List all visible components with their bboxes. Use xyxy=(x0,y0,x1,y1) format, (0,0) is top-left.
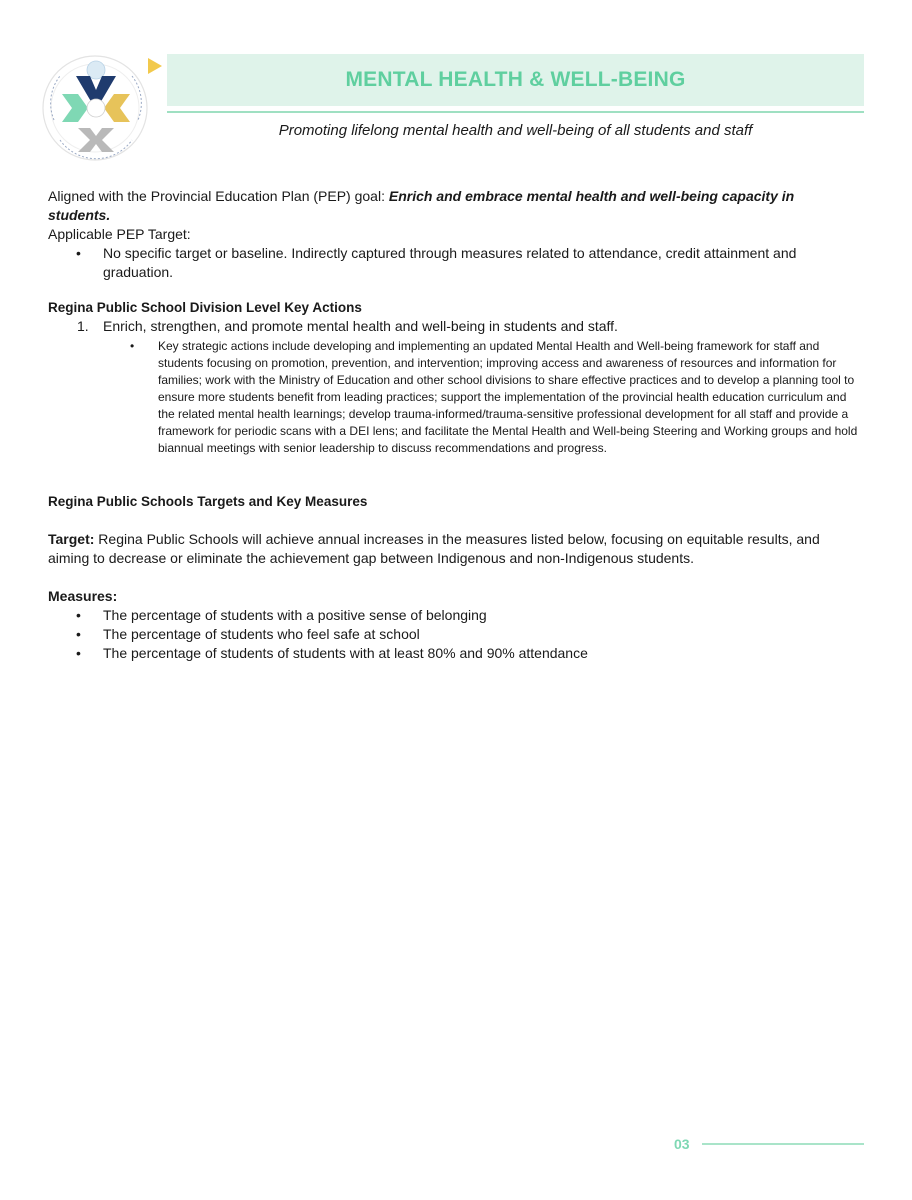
goal-statement xyxy=(48,187,860,225)
measures-list xyxy=(48,606,860,663)
bullet-icon: • xyxy=(76,645,81,661)
logo-emblem-icon xyxy=(40,48,164,166)
document-body xyxy=(48,187,860,663)
bullet-icon: • xyxy=(76,245,81,261)
list-item: • The percentage of students of students with at least 80% and 90% attendance xyxy=(76,645,588,661)
bullet-icon: • xyxy=(130,339,135,353)
bullet-icon: • xyxy=(76,626,81,642)
pep-target-label: Applicable PEP Target: xyxy=(48,226,191,242)
key-action-text: Enrich, strengthen, and promote mental health and well-being in students and staff. xyxy=(103,318,618,334)
targets-heading: Regina Public Schools Targets and Key Measures xyxy=(48,494,368,509)
page-title: MENTAL HEALTH & WELL-BEING xyxy=(345,68,686,91)
header-band xyxy=(167,54,864,106)
key-actions-heading: Regina Public School Division Level Key Actions xyxy=(48,300,362,315)
key-action-detail: • Key strategic actions include developing and implementing an updated Mental Health and Well-being framework for staff and students focusing on promotion, prevention, and intervention; improving access and awareness of resources and information for families; work with the Ministry of Education and other school divisions to share effective practices and to develop a planning tool to ensure more students benefit from leading practices; support the implementation of the provincial health education curriculum and the related mental health learnings; develop trauma-informed/trauma-sensitive professional development for all staff and provide a framework for periodic scans with a DEI lens; and facilitate the Mental Health and Well-being Steering and Working groups and hold biannual meetings with senior leadership to discuss recommendations and progress. xyxy=(130,339,858,455)
footer-divider xyxy=(702,1143,864,1145)
target-statement xyxy=(48,530,860,568)
goal-prefix: Aligned with the Provincial Education Plan (PEP) goal: xyxy=(48,188,389,204)
goal-emphasis: Enrich and embrace mental health and well-being capacity in students. xyxy=(48,188,795,223)
bullet-icon: • xyxy=(76,607,81,623)
division-logo xyxy=(40,48,164,166)
pep-target-list xyxy=(48,244,860,282)
header-divider xyxy=(167,111,864,113)
list-item: • No specific target or baseline. Indirectly captured through measures related to attendance, credit attainment and graduation. xyxy=(76,245,797,280)
target-text: Regina Public Schools will achieve annual increases in the measures listed below, focusing on equitable results, and aiming to decrease or eliminate the achievement gap between Indigenous and non-Indigenous students. xyxy=(48,531,820,566)
page-number: 03 xyxy=(674,1136,690,1152)
key-action-item xyxy=(48,317,860,336)
measures-label: Measures: xyxy=(48,588,118,604)
page-subtitle: Promoting lifelong mental health and well-being of all students and staff xyxy=(278,122,753,139)
list-item: • The percentage of students with a positive sense of belonging xyxy=(76,607,487,623)
item-number: 1. xyxy=(77,318,89,334)
list-item: • The percentage of students who feel safe at school xyxy=(76,626,420,642)
target-label: Target: xyxy=(48,531,95,547)
